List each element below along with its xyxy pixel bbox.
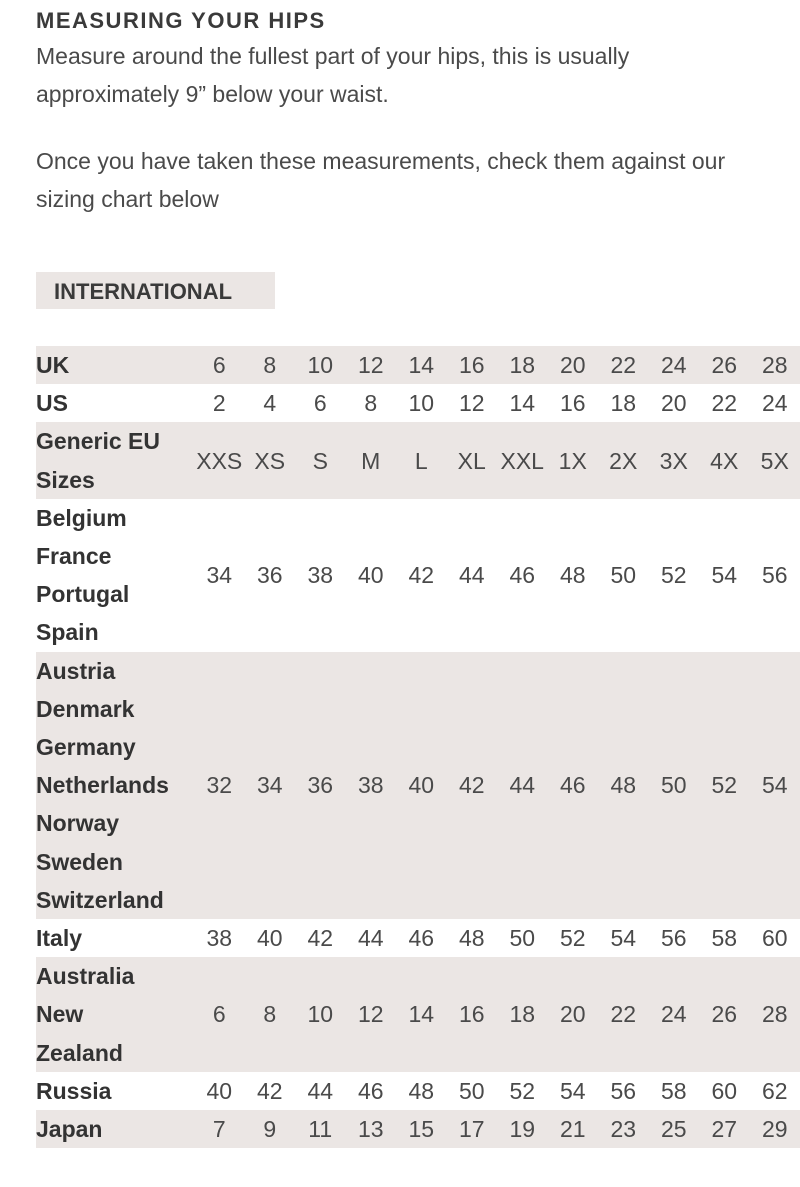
row-label-line: Sweden (36, 848, 123, 875)
size-cell: 40 (396, 652, 447, 919)
size-cell: 44 (458, 562, 485, 589)
hip-measure-instructions: Measure around the fullest part of your hips, this is usually approximately 9” below your waist. (36, 43, 630, 107)
size-cell: 40 (256, 925, 283, 952)
row-label-line: Generic EU (36, 428, 160, 455)
size-cell: 27 (699, 1110, 750, 1148)
row-label-line: Portugal (36, 581, 130, 608)
size-cell: 10 (295, 346, 346, 384)
table-row (36, 384, 800, 422)
size-cell: 10 (295, 957, 346, 1072)
size-cell: 24 (649, 957, 700, 1072)
size-cell: 17 (447, 1110, 498, 1148)
size-cell: 44 (307, 1077, 334, 1104)
size-cell: 8 (245, 346, 296, 384)
row-label-line: US (36, 390, 68, 417)
size-cell: 62 (761, 1077, 788, 1104)
row-label-line: New (36, 1001, 84, 1028)
size-chart-body (36, 346, 800, 1148)
size-cell: L (396, 422, 447, 498)
size-cell: 54 (750, 652, 800, 919)
size-cell: 26 (699, 346, 750, 384)
size-cell: XXL (497, 422, 548, 498)
size-cell: 3X (649, 422, 700, 498)
size-cell: 48 (408, 1077, 435, 1104)
size-cell: 8 (364, 390, 378, 417)
size-cell: 13 (346, 1110, 397, 1148)
size-cell: 7 (194, 1110, 245, 1148)
size-cell: 56 (660, 925, 687, 952)
size-cell: 46 (408, 925, 435, 952)
size-cell: 12 (346, 346, 397, 384)
size-cell: 44 (497, 652, 548, 919)
size-cell: 56 (610, 1077, 637, 1104)
size-cell: M (346, 422, 397, 498)
row-label-line: Switzerland (36, 886, 164, 913)
row-label (36, 1110, 194, 1148)
size-cell: 29 (750, 1110, 800, 1148)
size-cell: 4 (263, 390, 277, 417)
size-cell: 25 (649, 1110, 700, 1148)
row-label-line: Sizes (36, 466, 95, 493)
size-chart-table (36, 346, 800, 1148)
row-label (36, 384, 194, 422)
size-cell: 6 (313, 390, 327, 417)
size-cell: 60 (711, 1077, 738, 1104)
size-cell: 48 (458, 925, 485, 952)
size-cell: 1X (548, 422, 599, 498)
size-cell: 22 (598, 957, 649, 1072)
size-cell: 22 (598, 346, 649, 384)
row-label (36, 346, 194, 384)
row-label (36, 957, 194, 1072)
size-cell: 21 (548, 1110, 599, 1148)
size-cell: 38 (206, 925, 233, 952)
row-label-line: Austria (36, 657, 116, 684)
row-label-line: Belgium (36, 504, 127, 531)
size-cell: 20 (548, 346, 599, 384)
table-row (36, 1110, 800, 1148)
size-cell: XXS (194, 422, 245, 498)
size-cell: 50 (509, 925, 536, 952)
table-row (36, 957, 800, 1072)
table-row (36, 499, 800, 652)
row-label-line: Netherlands (36, 772, 169, 799)
row-label-line: Denmark (36, 695, 135, 722)
size-cell: 54 (711, 562, 738, 589)
size-cell: 20 (660, 390, 687, 417)
size-cell: 23 (598, 1110, 649, 1148)
size-cell: 36 (295, 652, 346, 919)
size-cell: 12 (346, 957, 397, 1072)
size-cell: 2X (598, 422, 649, 498)
table-row (36, 346, 800, 384)
row-label (36, 499, 194, 652)
size-cell: 52 (699, 652, 750, 919)
size-cell: 42 (307, 925, 334, 952)
row-label (36, 422, 194, 498)
size-cell: 52 (509, 1077, 536, 1104)
size-cell: 58 (711, 925, 738, 952)
size-cell: 46 (357, 1077, 384, 1104)
size-cell: 46 (548, 652, 599, 919)
size-cell: 10 (408, 390, 435, 417)
row-label-line: Russia (36, 1077, 112, 1104)
size-cell: 4X (699, 422, 750, 498)
size-cell: 48 (598, 652, 649, 919)
size-cell: 6 (194, 957, 245, 1072)
row-label-line: Norway (36, 810, 120, 837)
check-chart-instructions: Once you have taken these measurements, check them against our sizing chart below (36, 148, 726, 212)
size-cell: 22 (711, 390, 738, 417)
size-cell: 16 (447, 957, 498, 1072)
size-cell: 24 (649, 346, 700, 384)
row-label-line: France (36, 543, 112, 570)
size-cell: 52 (660, 562, 687, 589)
size-cell: 14 (396, 346, 447, 384)
row-label-line: Australia (36, 963, 135, 990)
page-heading: MEASURING YOUR HIPS (36, 8, 326, 33)
size-cell: 54 (610, 925, 637, 952)
size-cell: 8 (245, 957, 296, 1072)
size-cell: 34 (245, 652, 296, 919)
size-cell: 14 (509, 390, 536, 417)
size-cell: 9 (245, 1110, 296, 1148)
size-cell: 12 (458, 390, 485, 417)
size-cell: 6 (194, 346, 245, 384)
size-cell: 5X (750, 422, 800, 498)
size-cell: 14 (396, 957, 447, 1072)
size-cell: S (295, 422, 346, 498)
size-cell: 16 (559, 390, 586, 417)
size-cell: 20 (548, 957, 599, 1072)
size-cell: 28 (750, 346, 800, 384)
size-cell: 40 (357, 562, 384, 589)
size-cell: 15 (396, 1110, 447, 1148)
table-row (36, 919, 800, 957)
size-cell: 52 (559, 925, 586, 952)
row-label (36, 1072, 194, 1110)
table-row (36, 1072, 800, 1110)
size-cell: 36 (256, 562, 283, 589)
row-label-line: Zealand (36, 1039, 123, 1066)
size-cell: 40 (206, 1077, 233, 1104)
row-label-line: Italy (36, 925, 83, 952)
size-cell: XS (245, 422, 296, 498)
size-cell: 28 (750, 957, 800, 1072)
size-cell: 48 (559, 562, 586, 589)
size-cell: 58 (660, 1077, 687, 1104)
size-cell: 46 (509, 562, 536, 589)
size-cell: 38 (307, 562, 334, 589)
size-cell: 50 (649, 652, 700, 919)
size-cell: 19 (497, 1110, 548, 1148)
size-cell: 50 (610, 562, 637, 589)
size-cell: 34 (206, 562, 233, 589)
size-cell: 32 (194, 652, 245, 919)
row-label-line: Spain (36, 619, 99, 646)
row-label-line: UK (36, 352, 70, 378)
size-cell: 18 (497, 957, 548, 1072)
size-cell: 2 (212, 390, 226, 417)
size-cell: 42 (447, 652, 498, 919)
row-label (36, 652, 194, 919)
size-cell: 18 (610, 390, 637, 417)
table-row (36, 652, 800, 919)
size-cell: 44 (357, 925, 384, 952)
row-label-line: Japan (36, 1116, 103, 1143)
table-row (36, 422, 800, 498)
size-cell: 18 (497, 346, 548, 384)
size-cell: 16 (447, 346, 498, 384)
section-label-international: INTERNATIONAL (36, 272, 275, 309)
size-cell: 56 (761, 562, 788, 589)
size-cell: XL (447, 422, 498, 498)
size-cell: 24 (761, 390, 788, 417)
size-cell: 54 (559, 1077, 586, 1104)
size-cell: 50 (458, 1077, 485, 1104)
size-cell: 60 (761, 925, 788, 952)
size-cell: 38 (346, 652, 397, 919)
row-label-line: Germany (36, 734, 136, 761)
row-label (36, 919, 194, 957)
size-cell: 11 (295, 1110, 346, 1148)
size-cell: 42 (408, 562, 435, 589)
size-cell: 26 (699, 957, 750, 1072)
size-cell: 42 (256, 1077, 283, 1104)
